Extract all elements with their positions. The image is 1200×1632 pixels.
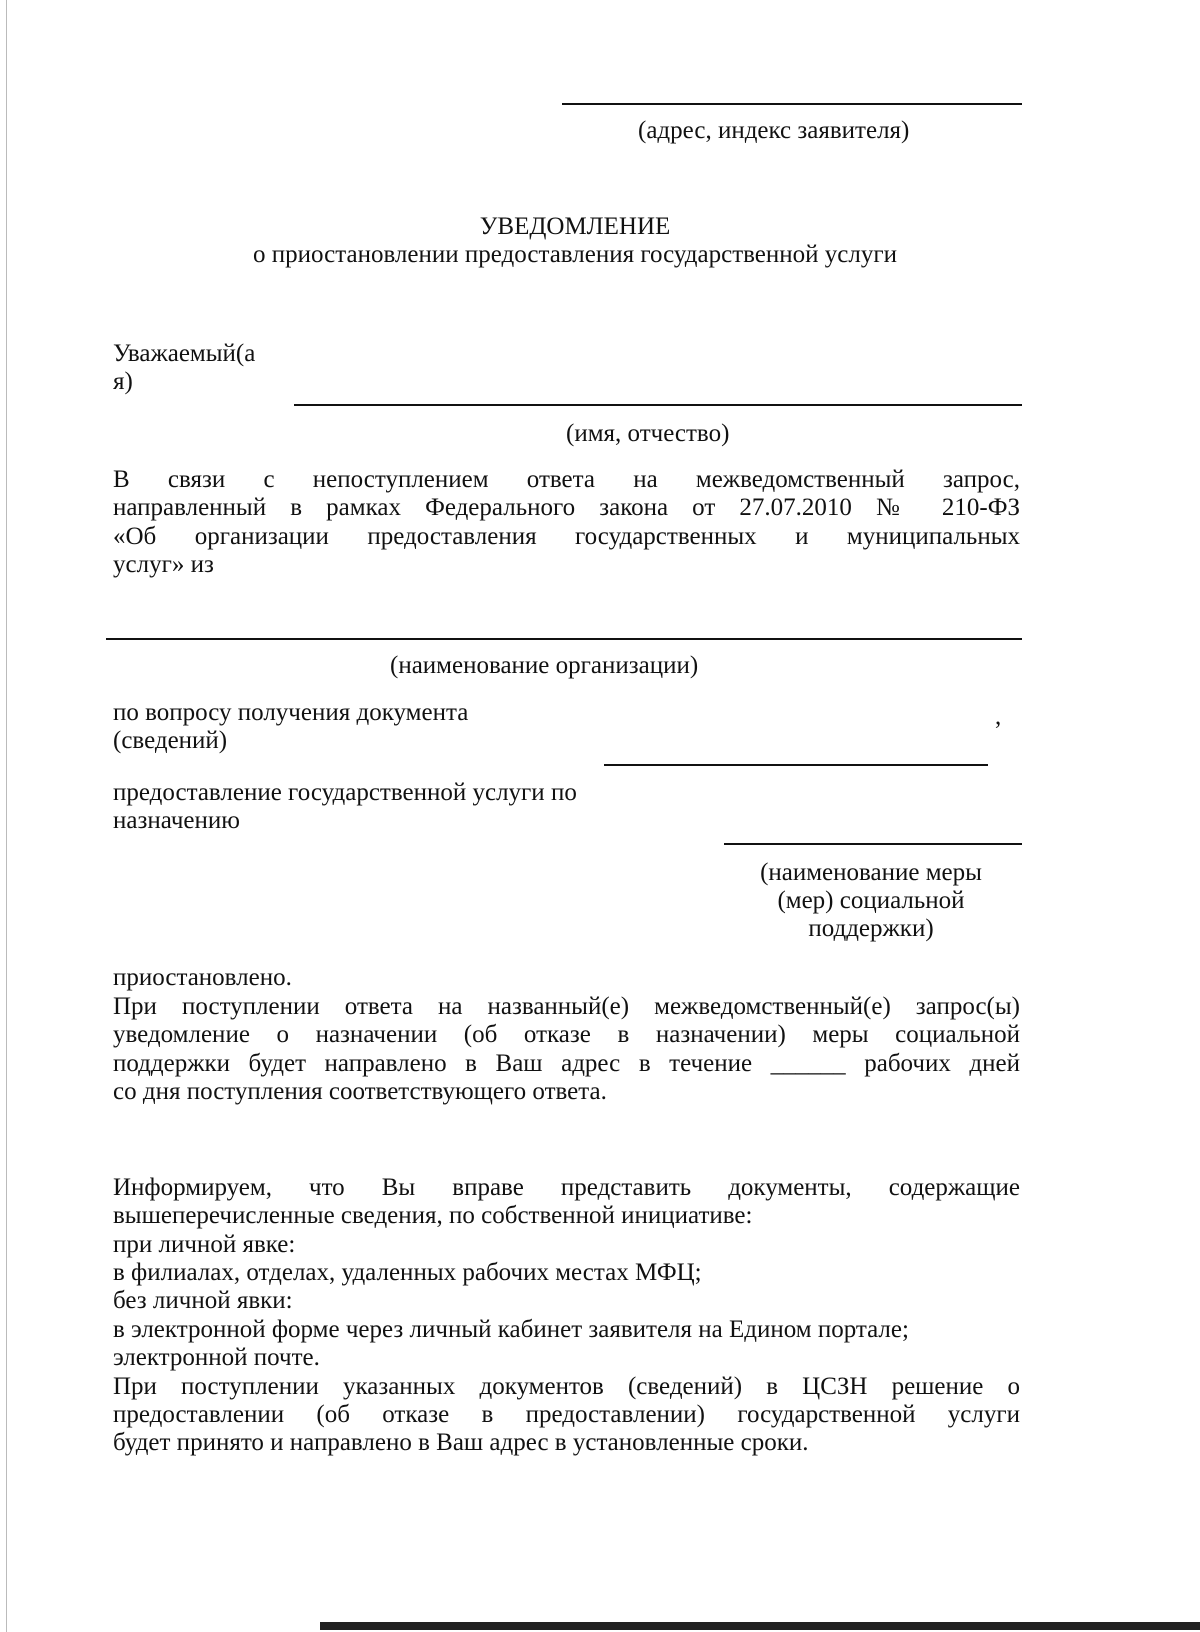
paragraph3-line: в филиалах, отделах, удаленных рабочих местах МФЦ;	[113, 1259, 702, 1286]
suspended-text: приостановлено.	[113, 964, 292, 991]
paragraph3-line: при личной явке:	[113, 1231, 296, 1258]
document-request-line-1: по вопросу получения документа	[113, 699, 469, 726]
paragraph2-line: со дня поступления соответствующего ответа.	[113, 1078, 607, 1105]
paragraph3-line: вышеперечисленные сведения, по собственной инициативе:	[113, 1202, 753, 1229]
document-title: УВЕДОМЛЕНИЕ	[479, 213, 671, 240]
measure-caption-line: (наименование меры	[760, 859, 982, 886]
paragraph1-line: В связи с непоступлением ответа на межведомственный запрос,	[113, 466, 1020, 493]
service-line-2: назначению	[113, 807, 240, 834]
paragraph1-line: услуг» из	[113, 551, 214, 578]
paragraph2-line: При поступлении ответа на названный(е) межведомственный(е) запрос(ы)	[113, 993, 1020, 1020]
paragraph3-line: будет принято и направлено в Ваш адрес в установленные сроки.	[113, 1429, 809, 1456]
paragraph3-line: без личной явки:	[113, 1287, 293, 1314]
organization-field-line	[106, 638, 1022, 640]
paragraph3-line: При поступлении указанных документов (сведений) в ЦСЗН решение о	[113, 1373, 1020, 1400]
address-caption: (адрес, индекс заявителя)	[638, 117, 910, 144]
address-field-line	[562, 103, 1022, 105]
greeting-line-2: я)	[113, 368, 133, 395]
organization-caption: (наименование организации)	[390, 652, 699, 679]
measure-caption-line: (мер) социальной	[777, 887, 965, 914]
document-field-line	[604, 764, 988, 766]
paragraph3-line: предоставлении (об отказе в предоставлении) государственной услуги	[113, 1401, 1020, 1428]
scan-bottom-edge	[320, 1622, 1200, 1630]
paragraph2-line: поддержки будет направлено в Ваш адрес в течение ______ рабочих дней	[113, 1050, 1020, 1077]
paragraph3-line: в электронной форме через личный кабинет заявителя на Едином портале;	[113, 1316, 909, 1343]
document-request-line-2: (сведений)	[113, 727, 228, 754]
paragraph3-line: Информируем, что Вы вправе представить документы, содержащие	[113, 1174, 1020, 1201]
measure-caption-line: поддержки)	[808, 915, 934, 942]
name-field-line	[294, 404, 1022, 406]
paragraph1-line: направленный в рамках Федерального закона от 27.07.2010 № 210-ФЗ	[113, 494, 1020, 521]
paragraph2-line: уведомление о назначении (об отказе в назначении) меры социальной	[113, 1021, 1020, 1048]
paragraph3-line: электронной почте.	[113, 1344, 320, 1371]
measure-field-line	[724, 843, 1022, 845]
document-subtitle: о приостановлении предоставления государственной услуги	[253, 241, 897, 268]
service-line-1: предоставление государственной услуги по	[113, 779, 577, 806]
document-request-comma: ,	[995, 703, 1002, 730]
name-caption: (имя, отчество)	[566, 420, 730, 447]
greeting-line-1: Уважаемый(а	[113, 340, 256, 367]
paragraph1-line: «Об организации предоставления государственных и муниципальных	[113, 523, 1020, 550]
